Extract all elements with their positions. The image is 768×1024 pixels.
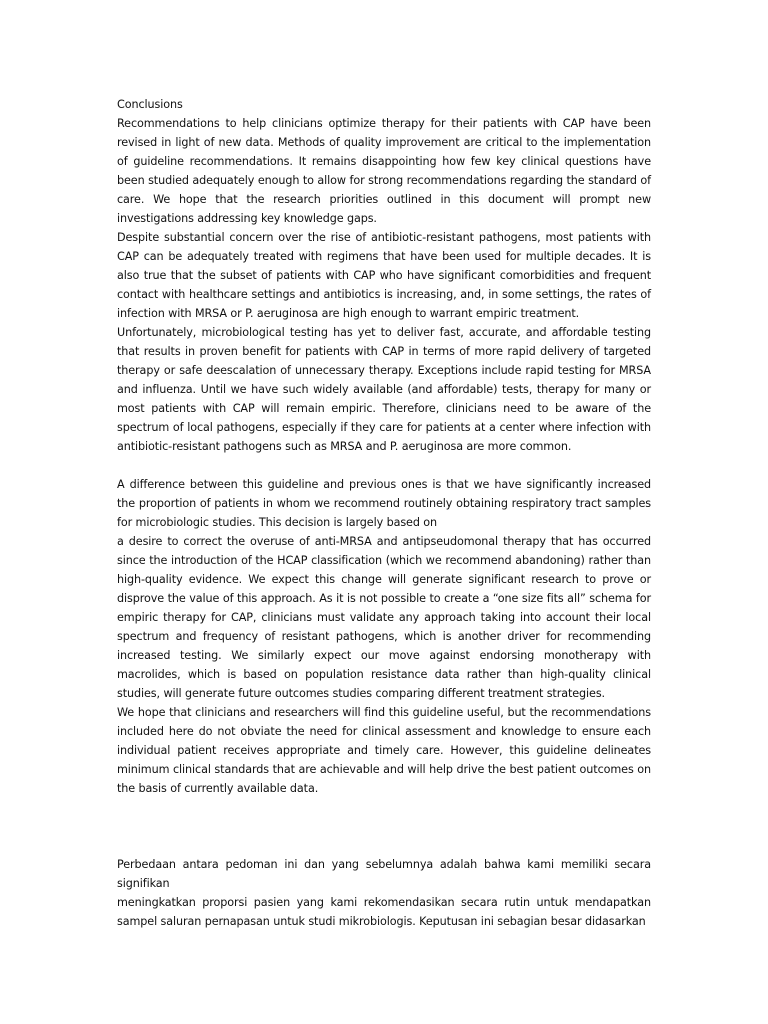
paragraph-desire: a desire to correct the overuse of anti-MRSA and antipseudomonal therapy that has occurred since the introduction of the HCAP classification (which we recommend abandoning) rather than high-quality evidence. We expect this change will generate significant research to prove or disprove the value of this approach. As it is not possible to create a “one size fits all” schema for empiric therapy for CAP, clinicians must validate any approach taking into account their local spectrum and frequency of resistant pathogens, which is another driver for recommending increased testing. We similarly expect our move against endorsing monotherapy with macrolides, which is based on population resistance data rather than high-quality clinical studies, will generate future outcomes studies comparing different treatment strategies. xyxy=(117,535,651,700)
translation-paragraph-1: Perbedaan antara pedoman ini dan yang sebelumnya adalah bahwa kami memiliki secara signifikan xyxy=(117,858,651,890)
document-page xyxy=(117,95,651,931)
translation-paragraph-2: meningkatkan proporsi pasien yang kami rekomendasikan secara rutin untuk mendapatkan sampel saluran pernapasan untuk studi mikrobiologis. Keputusan ini sebagian besar didasarkan xyxy=(117,896,651,928)
section-spacer xyxy=(117,798,651,855)
paragraph-difference: A difference between this guideline and previous ones is that we have significantly increased the proportion of patients in whom we recommend routinely obtaining respiratory tract samples for microbiologic studies. This decision is largely based on xyxy=(117,478,651,529)
paragraph-recommendations: Recommendations to help clinicians optimize therapy for their patients with CAP have been revised in light of new data. Methods of quality improvement are critical to the implementation of guideline recommendations. It remains disappointing how few key clinical questions have been studied adequately enough to allow for strong recommendations regarding the standard of care. We hope that the research priorities outlined in this document will prompt new investigations addressing key knowledge gaps. xyxy=(117,117,651,225)
paragraph-testing: Unfortunately, microbiological testing has yet to deliver fast, accurate, and affordable testing that results in proven benefit for patients with CAP in terms of more rapid delivery of targeted therapy or safe deescalation of unnecessary therapy. Exceptions include rapid testing for MRSA and influenza. Until we have such widely available (and affordable) tests, therapy for many or most patients with CAP will remain empiric. Therefore, clinicians need to be aware of the spectrum of local pathogens, especially if they care for patients at a center where infection with antibiotic-resistant pathogens such as MRSA and P. aeruginosa are more common. xyxy=(117,326,651,453)
paragraph-hope: We hope that clinicians and researchers will find this guideline useful, but the recommendations included here do not obviate the need for clinical assessment and knowledge to ensure each individual patient receives appropriate and timely care. However, this guideline delineates minimum clinical standards that are achievable and will help drive the best patient outcomes on the basis of currently available data. xyxy=(117,706,651,795)
section-heading: Conclusions xyxy=(117,98,183,111)
paragraph-resistance: Despite substantial concern over the rise of antibiotic-resistant pathogens, most patients with CAP can be adequately treated with regimens that have been used for multiple decades. It is also true that the subset of patients with CAP who have significant comorbidities and frequent contact with healthcare settings and antibiotics is increasing, and, in some settings, the rates of infection with MRSA or P. aeruginosa are high enough to warrant empiric treatment. xyxy=(117,231,651,320)
paragraph-spacer xyxy=(117,456,651,475)
